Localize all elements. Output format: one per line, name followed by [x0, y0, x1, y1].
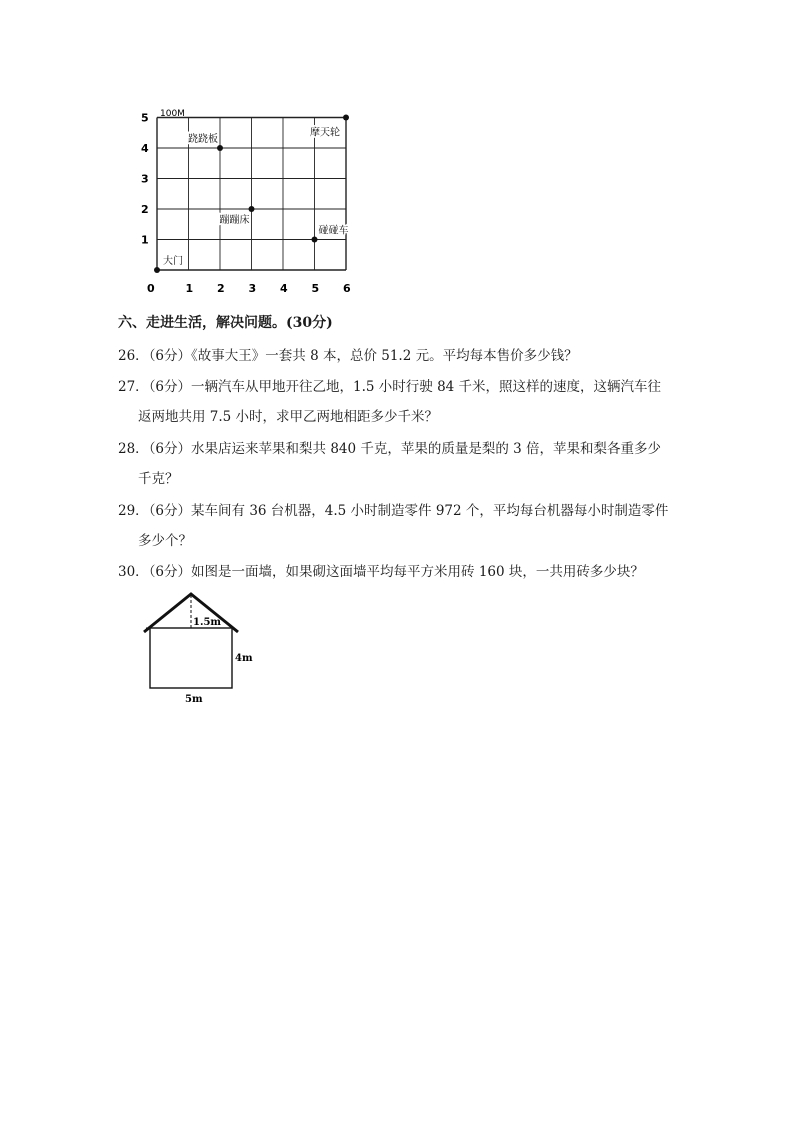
location-point: [343, 115, 349, 121]
question-number: 27．: [118, 379, 149, 395]
y-tick-label: 4: [141, 142, 149, 155]
grid-lines: [157, 118, 346, 271]
question-text: （6分）一辆汽车从甲地开往乙地，1.5 小时行驶 84 千米，照这样的速度，这辆汽车往: [148, 379, 662, 395]
question-text: （6分）水果店运来苹果和梨共 840 千克，苹果的质量是梨的 3 倍，苹果和梨各重多少: [148, 441, 662, 457]
location-label: 大门: [163, 256, 183, 267]
coordinate-grid-map: [130, 100, 370, 300]
grid-unit-label: 100M: [160, 109, 185, 119]
location-label: 蹦蹦床: [219, 215, 250, 226]
wall-width-label: 5m: [185, 694, 203, 705]
question-text: （6分）某车间有 36 台机器，4.5 小时制造零件 972 个，平均每台机器每小时制造零件: [148, 503, 669, 519]
location-point: [249, 206, 255, 212]
x-tick-label: 2: [217, 282, 225, 295]
x-tick-label: 5: [311, 282, 320, 295]
x-tick-label: 4: [280, 282, 288, 295]
x-tick-label: 6: [343, 282, 351, 295]
x-tick-label: 3: [248, 282, 257, 295]
question-item: [118, 434, 661, 494]
question-text: （6分）如图是一面墙，如果砌这面墙平均每平方米用砖 160 块，一共用砖多少块？: [148, 564, 644, 580]
y-tick-label: 1: [141, 233, 149, 247]
wall-rectangle: [150, 628, 232, 688]
question-text-continued: 多少个？: [138, 533, 192, 549]
location-point: [312, 237, 318, 243]
location-label: 摩天轮: [310, 127, 340, 139]
roof-height-label: 1.5m: [193, 617, 221, 628]
section-title: 六、走进生活，解决问题。(30分): [118, 315, 333, 331]
y-tick-label: 3: [141, 172, 149, 186]
location-label: 跷跷板: [188, 134, 218, 145]
question-number: 30．: [118, 564, 149, 580]
y-tick-label: 2: [141, 203, 149, 216]
location-point: [154, 267, 160, 273]
question-text-continued: 千克？: [138, 471, 179, 487]
question-item: [118, 372, 661, 432]
question-item: [118, 341, 578, 371]
y-tick-label: 5: [141, 111, 149, 125]
question-text: （6分）《故事大王》一套共 8 本，总价 51.2 元。平均每本售价多少钱？: [148, 348, 578, 364]
house-wall-figure: [135, 588, 265, 710]
question-number: 29．: [118, 503, 149, 519]
question-item: [118, 557, 644, 587]
location-label: 碰碰车: [318, 225, 349, 237]
x-tick-label: 1: [185, 282, 194, 295]
question-number: 28．: [118, 441, 149, 457]
x-tick-label: 0: [147, 282, 155, 295]
location-point: [217, 145, 223, 151]
question-text-continued: 返两地共用 7.5 小时，求甲乙两地相距多少千米？: [138, 409, 439, 425]
wall-height-label: 4m: [235, 653, 253, 664]
question-item: [118, 496, 668, 556]
question-number: 26．: [118, 348, 149, 364]
